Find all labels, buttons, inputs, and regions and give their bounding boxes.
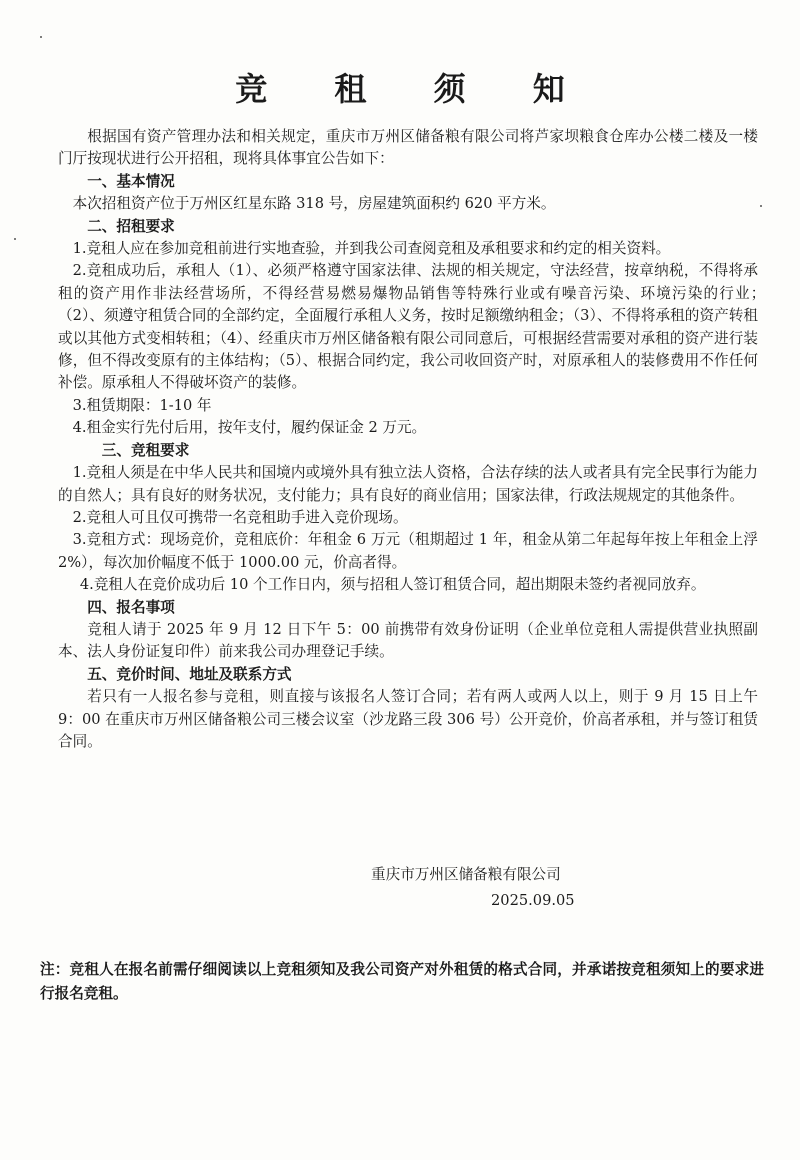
document-title: 竞 租 须 知 — [235, 70, 593, 108]
scan-speck — [14, 238, 16, 240]
section-5-heading: 五、竞价时间、地址及联系方式 — [87, 665, 292, 683]
intro-paragraph: 根据国有资产管理办法和相关规定，重庆市万州区储备粮有限公司将芦家坝粮食仓库办公楼二楼及一楼门厅按现状进行公开招租，现将具体事宜公告如下： — [58, 128, 758, 168]
section-3-heading: 三、竞租要求 — [101, 441, 190, 459]
document-body — [58, 126, 773, 753]
section-4-text: 竞租人请于 2025 年 9 月 12 日下午 5：00 前携带有效身份证明（企业单位竞租人需提供营业执照副本、法人身份证复印件）前来我公司办理登记手续。 — [58, 620, 758, 661]
signature-block — [371, 862, 575, 914]
section-2-item-3: 3.租赁期限：1-10 年 — [72, 396, 212, 414]
signature-organization: 重庆市万州区储备粮有限公司 — [371, 866, 561, 883]
section-2-heading: 二、招租要求 — [87, 217, 175, 235]
section-1-text: 本次招租资产位于万州区红星东路 318 号，房屋建筑面积约 620 平方米。 — [72, 195, 556, 213]
section-3-item-4: 4.竞租人在竞价成功后 10 个工作日内，须与招租人签订租赁合同，超出期限未签约者视同放弃。 — [79, 576, 706, 594]
scan-speck — [760, 205, 762, 207]
section-3-item-2: 2.竞租人可且仅可携带一名竞租助手进入竞价现场。 — [72, 508, 408, 526]
section-4-heading: 四、报名事项 — [87, 598, 175, 616]
section-5-text: 若只有一人报名参与竞租，则直接与该报名人签订合同；若有两人或两人以上，则于 9 月 15 日上午 9：00 在重庆市万州区储备粮公司三楼会议室（沙龙路三段 306 号）公开竞价，价高者承租，并与签订租赁合同。 — [58, 688, 758, 750]
section-3-item-3: 3.竞租方式：现场竞价，竞租底价：年租金 6 万元（租期超过 1 年，租金从第二年起每年按上年租金上浮 2%），每次加价幅度不低于 1000.00 元，价高者得。 — [58, 531, 758, 571]
section-2-item-4: 4.租金实行先付后用，按年支付，履约保证金 2 万元。 — [72, 419, 427, 437]
section-3-item-1: 1.竞租人须是在中华人民共和国境内或境外具有独立法人资格，合法存续的法人或者具有完全民事行为能力的自然人；具有良好的财务状况，支付能力；具有良好的商业信用；国家法律，行政法规规定的其他条件。 — [58, 464, 758, 504]
signature-date: 2025.09.05 — [491, 892, 575, 909]
footnote: 注：竞租人在报名前需仔细阅读以上竞租须知及我公司资产对外租赁的格式合同，并承诺按竞租须知上的要求进行报名竞租。 — [40, 961, 764, 1002]
scan-speck — [40, 36, 42, 38]
section-1-heading: 一、基本情况 — [87, 172, 175, 190]
section-2-item-1: 1.竞租人应在参加竞租前进行实地查验，并到我公司查阅竞租及承租要求和约定的相关资料。 — [72, 240, 671, 258]
section-2-item-2: 2.竞租成功后，承租人（1）、必须严格遵守国家法律、法规的相关规定，守法经营，按章纳税，不得将承租的资产用作非法经营场所，不得经营易燃易爆物品销售等特殊行业或有噪音污染、环境污染的行业； （2）、须遵守租赁合同的全部约定，全面履行承租人义务，按时足额缴纳租金；（3）、不得将承租的资产转租或以其他方式变相转租；（4）、经重庆市万州区储备粮有限公司同意后，可根据经营需要对承租的资产进行装修，但不得改变原有的主体结构；（5）、根据合同约定，我公司收回资产时，对原承租人的装修费用不作任何补偿。原承租人不得破坏资产的装修。 — [58, 262, 773, 392]
